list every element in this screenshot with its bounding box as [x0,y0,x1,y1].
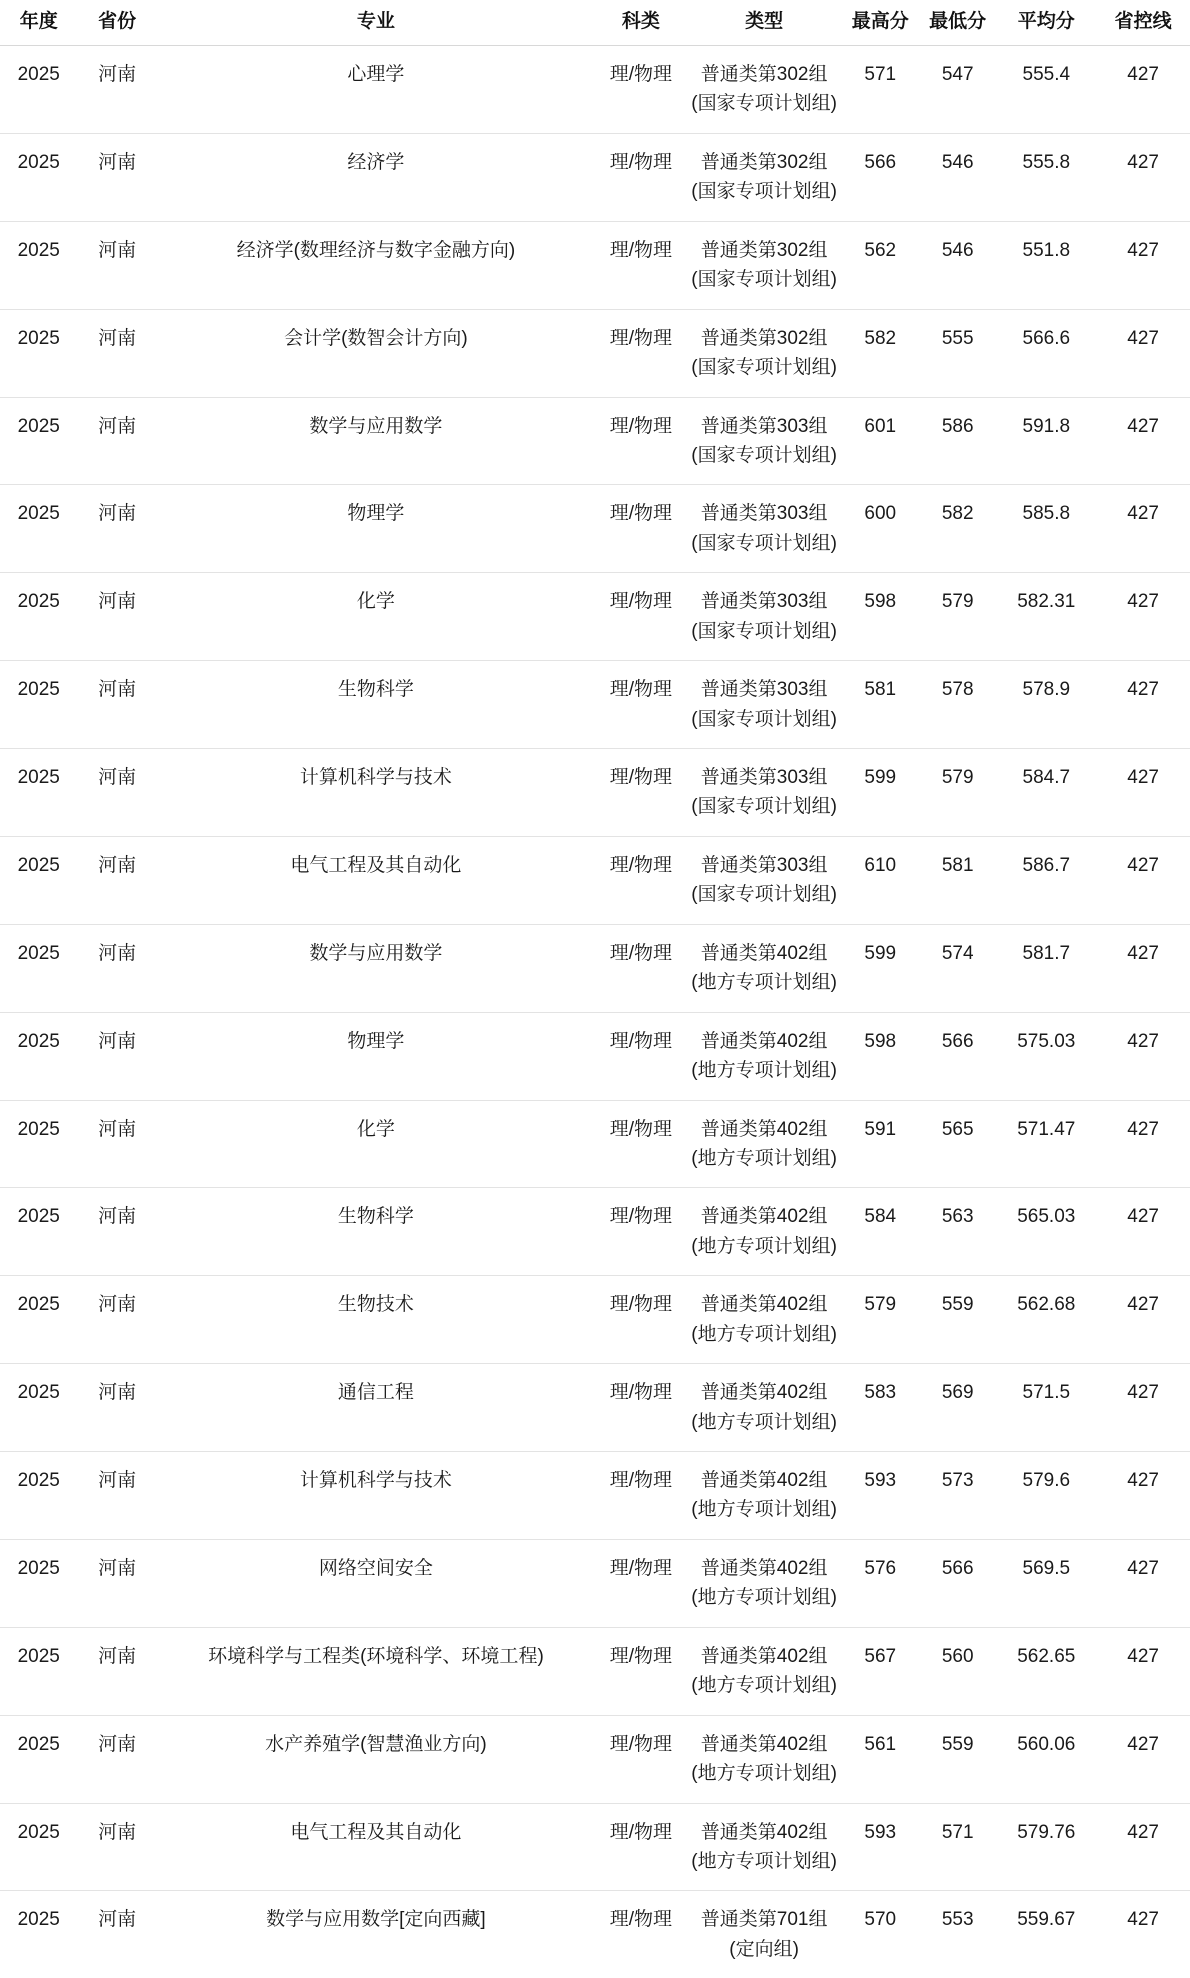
cell-year: 2025 [0,1276,77,1364]
cell-major: 生物技术 [157,1276,595,1364]
table-row [0,1276,1190,1364]
cell-category: 理/物理 [595,749,687,837]
cell-major: 物理学 [157,485,595,573]
table-row [0,749,1190,837]
table-row [0,309,1190,397]
cell-min-score: 559 [919,1276,996,1364]
cell-year: 2025 [0,836,77,924]
cell-province: 河南 [77,46,156,134]
cell-year: 2025 [0,1452,77,1540]
cell-min-score: 546 [919,221,996,309]
cell-max-score: 579 [842,1276,919,1364]
cell-max-score: 583 [842,1364,919,1452]
cell-province: 河南 [77,397,156,485]
cell-major: 会计学(数智会计方向) [157,309,595,397]
cell-max-score: 600 [842,485,919,573]
cell-max-score: 582 [842,309,919,397]
table-header [0,0,1190,46]
cell-avg-score: 562.68 [996,1276,1096,1364]
cell-control-line: 427 [1096,573,1190,661]
cell-control-line: 427 [1096,1188,1190,1276]
cell-province: 河南 [77,1803,156,1891]
cell-avg-score: 582.31 [996,573,1096,661]
cell-year: 2025 [0,573,77,661]
cell-avg-score: 586.7 [996,836,1096,924]
cell-avg-score: 566.6 [996,309,1096,397]
cell-max-score: 599 [842,749,919,837]
cell-control-line: 427 [1096,1539,1190,1627]
cell-province: 河南 [77,1100,156,1188]
cell-type: 普通类第402组(地方专项计划组) [687,1539,842,1627]
cell-type: 普通类第701组(定向组) [687,1891,842,1978]
cell-type: 普通类第402组(地方专项计划组) [687,1452,842,1540]
cell-category: 理/物理 [595,1715,687,1803]
cell-province: 河南 [77,1276,156,1364]
cell-province: 河南 [77,1364,156,1452]
cell-year: 2025 [0,1715,77,1803]
cell-control-line: 427 [1096,485,1190,573]
cell-province: 河南 [77,309,156,397]
cell-province: 河南 [77,1891,156,1978]
cell-avg-score: 565.03 [996,1188,1096,1276]
table-header-row [0,0,1190,46]
cell-category: 理/物理 [595,1188,687,1276]
cell-avg-score: 555.4 [996,46,1096,134]
cell-min-score: 586 [919,397,996,485]
cell-min-score: 566 [919,1012,996,1100]
cell-major: 经济学(数理经济与数字金融方向) [157,221,595,309]
cell-category: 理/物理 [595,397,687,485]
table-row [0,397,1190,485]
cell-type: 普通类第303组(国家专项计划组) [687,836,842,924]
cell-control-line: 427 [1096,221,1190,309]
cell-max-score: 581 [842,661,919,749]
cell-control-line: 427 [1096,1364,1190,1452]
cell-control-line: 427 [1096,133,1190,221]
cell-province: 河南 [77,1452,156,1540]
cell-avg-score: 562.65 [996,1627,1096,1715]
cell-type: 普通类第402组(地方专项计划组) [687,924,842,1012]
cell-year: 2025 [0,1803,77,1891]
cell-province: 河南 [77,836,156,924]
cell-year: 2025 [0,1891,77,1978]
cell-min-score: 569 [919,1364,996,1452]
cell-control-line: 427 [1096,1627,1190,1715]
cell-major: 心理学 [157,46,595,134]
cell-type: 普通类第402组(地方专项计划组) [687,1627,842,1715]
cell-min-score: 559 [919,1715,996,1803]
cell-control-line: 427 [1096,1452,1190,1540]
cell-major: 化学 [157,573,595,661]
cell-category: 理/物理 [595,1452,687,1540]
cell-major: 生物科学 [157,1188,595,1276]
cell-year: 2025 [0,1364,77,1452]
table-row [0,1627,1190,1715]
cell-min-score: 560 [919,1627,996,1715]
cell-type: 普通类第402组(地方专项计划组) [687,1715,842,1803]
cell-category: 理/物理 [595,133,687,221]
cell-type: 普通类第303组(国家专项计划组) [687,661,842,749]
cell-major: 计算机科学与技术 [157,749,595,837]
cell-category: 理/物理 [595,836,687,924]
cell-avg-score: 569.5 [996,1539,1096,1627]
cell-category: 理/物理 [595,1627,687,1715]
cell-major: 数学与应用数学[定向西藏] [157,1891,595,1978]
cell-category: 理/物理 [595,661,687,749]
table-row [0,1012,1190,1100]
cell-avg-score: 578.9 [996,661,1096,749]
cell-category: 理/物理 [595,1803,687,1891]
cell-category: 理/物理 [595,1364,687,1452]
column-header-major: 专业 [157,0,595,46]
cell-year: 2025 [0,221,77,309]
cell-control-line: 427 [1096,1100,1190,1188]
cell-min-score: 578 [919,661,996,749]
cell-type: 普通类第402组(地方专项计划组) [687,1803,842,1891]
cell-control-line: 427 [1096,836,1190,924]
cell-year: 2025 [0,1012,77,1100]
column-header-avg-score: 平均分 [996,0,1096,46]
column-header-province: 省份 [77,0,156,46]
cell-category: 理/物理 [595,46,687,134]
cell-type: 普通类第302组(国家专项计划组) [687,133,842,221]
cell-control-line: 427 [1096,1276,1190,1364]
cell-category: 理/物理 [595,1891,687,1978]
cell-avg-score: 559.67 [996,1891,1096,1978]
cell-min-score: 581 [919,836,996,924]
table-row [0,1364,1190,1452]
cell-max-score: 567 [842,1627,919,1715]
cell-max-score: 570 [842,1891,919,1978]
cell-year: 2025 [0,397,77,485]
cell-type: 普通类第402组(地方专项计划组) [687,1100,842,1188]
cell-max-score: 601 [842,397,919,485]
table-row [0,1100,1190,1188]
cell-max-score: 571 [842,46,919,134]
cell-type: 普通类第402组(地方专项计划组) [687,1364,842,1452]
cell-control-line: 427 [1096,309,1190,397]
cell-min-score: 566 [919,1539,996,1627]
table-row [0,573,1190,661]
table-row [0,221,1190,309]
cell-province: 河南 [77,1627,156,1715]
cell-avg-score: 560.06 [996,1715,1096,1803]
cell-type: 普通类第303组(国家专项计划组) [687,573,842,661]
cell-avg-score: 579.76 [996,1803,1096,1891]
cell-min-score: 553 [919,1891,996,1978]
table-row [0,1188,1190,1276]
cell-type: 普通类第303组(国家专项计划组) [687,749,842,837]
cell-max-score: 584 [842,1188,919,1276]
cell-min-score: 565 [919,1100,996,1188]
cell-type: 普通类第302组(国家专项计划组) [687,46,842,134]
cell-province: 河南 [77,1539,156,1627]
cell-year: 2025 [0,1539,77,1627]
cell-type: 普通类第402组(地方专项计划组) [687,1188,842,1276]
cell-province: 河南 [77,221,156,309]
cell-avg-score: 581.7 [996,924,1096,1012]
cell-year: 2025 [0,661,77,749]
cell-year: 2025 [0,1188,77,1276]
cell-province: 河南 [77,1715,156,1803]
cell-max-score: 562 [842,221,919,309]
cell-major: 生物科学 [157,661,595,749]
column-header-category: 科类 [595,0,687,46]
column-header-min-score: 最低分 [919,0,996,46]
cell-max-score: 576 [842,1539,919,1627]
cell-max-score: 599 [842,924,919,1012]
column-header-type: 类型 [687,0,842,46]
cell-category: 理/物理 [595,309,687,397]
cell-province: 河南 [77,924,156,1012]
cell-min-score: 573 [919,1452,996,1540]
cell-province: 河南 [77,573,156,661]
cell-year: 2025 [0,133,77,221]
cell-province: 河南 [77,133,156,221]
cell-max-score: 598 [842,1012,919,1100]
table-body [0,46,1190,1978]
cell-major: 通信工程 [157,1364,595,1452]
cell-avg-score: 591.8 [996,397,1096,485]
cell-major: 计算机科学与技术 [157,1452,595,1540]
cell-category: 理/物理 [595,1100,687,1188]
table-row [0,924,1190,1012]
cell-min-score: 579 [919,573,996,661]
cell-category: 理/物理 [595,924,687,1012]
table-row [0,485,1190,573]
table-row [0,836,1190,924]
table-row [0,1715,1190,1803]
cell-year: 2025 [0,1627,77,1715]
cell-control-line: 427 [1096,1715,1190,1803]
cell-category: 理/物理 [595,1276,687,1364]
cell-control-line: 427 [1096,1803,1190,1891]
table-row [0,46,1190,134]
cell-control-line: 427 [1096,1012,1190,1100]
column-header-control-line: 省控线 [1096,0,1190,46]
table-row [0,1452,1190,1540]
cell-year: 2025 [0,1100,77,1188]
cell-major: 电气工程及其自动化 [157,836,595,924]
cell-major: 网络空间安全 [157,1539,595,1627]
cell-control-line: 427 [1096,397,1190,485]
cell-avg-score: 571.47 [996,1100,1096,1188]
cell-year: 2025 [0,749,77,837]
cell-control-line: 427 [1096,661,1190,749]
cell-max-score: 566 [842,133,919,221]
cell-max-score: 598 [842,573,919,661]
cell-category: 理/物理 [595,485,687,573]
cell-min-score: 574 [919,924,996,1012]
cell-year: 2025 [0,309,77,397]
cell-max-score: 610 [842,836,919,924]
cell-avg-score: 584.7 [996,749,1096,837]
cell-major: 数学与应用数学 [157,924,595,1012]
table-row [0,661,1190,749]
cell-province: 河南 [77,485,156,573]
cell-major: 水产养殖学(智慧渔业方向) [157,1715,595,1803]
cell-min-score: 555 [919,309,996,397]
cell-min-score: 582 [919,485,996,573]
table-row [0,1803,1190,1891]
cell-min-score: 579 [919,749,996,837]
cell-category: 理/物理 [595,1539,687,1627]
cell-major: 化学 [157,1100,595,1188]
table-row [0,1891,1190,1978]
cell-major: 电气工程及其自动化 [157,1803,595,1891]
cell-category: 理/物理 [595,1012,687,1100]
cell-type: 普通类第402组(地方专项计划组) [687,1012,842,1100]
cell-type: 普通类第402组(地方专项计划组) [687,1276,842,1364]
cell-avg-score: 575.03 [996,1012,1096,1100]
cell-type: 普通类第303组(国家专项计划组) [687,397,842,485]
cell-control-line: 427 [1096,924,1190,1012]
cell-control-line: 427 [1096,749,1190,837]
column-header-max-score: 最高分 [842,0,919,46]
cell-max-score: 593 [842,1803,919,1891]
cell-province: 河南 [77,749,156,837]
table-row [0,1539,1190,1627]
cell-min-score: 571 [919,1803,996,1891]
cell-category: 理/物理 [595,221,687,309]
cell-avg-score: 551.8 [996,221,1096,309]
cell-max-score: 593 [842,1452,919,1540]
column-header-year: 年度 [0,0,77,46]
cell-major: 经济学 [157,133,595,221]
cell-category: 理/物理 [595,573,687,661]
cell-year: 2025 [0,924,77,1012]
table-row [0,133,1190,221]
cell-min-score: 563 [919,1188,996,1276]
cell-year: 2025 [0,46,77,134]
cell-type: 普通类第303组(国家专项计划组) [687,485,842,573]
cell-major: 物理学 [157,1012,595,1100]
cell-min-score: 547 [919,46,996,134]
cell-avg-score: 579.6 [996,1452,1096,1540]
cell-avg-score: 585.8 [996,485,1096,573]
cell-province: 河南 [77,1188,156,1276]
cell-type: 普通类第302组(国家专项计划组) [687,221,842,309]
cell-avg-score: 571.5 [996,1364,1096,1452]
cell-major: 环境科学与工程类(环境科学、环境工程) [157,1627,595,1715]
cell-control-line: 427 [1096,46,1190,134]
cell-control-line: 427 [1096,1891,1190,1978]
cell-max-score: 591 [842,1100,919,1188]
cell-year: 2025 [0,485,77,573]
cell-max-score: 561 [842,1715,919,1803]
cell-province: 河南 [77,1012,156,1100]
cell-major: 数学与应用数学 [157,397,595,485]
cell-avg-score: 555.8 [996,133,1096,221]
cell-type: 普通类第302组(国家专项计划组) [687,309,842,397]
cell-min-score: 546 [919,133,996,221]
cell-province: 河南 [77,661,156,749]
